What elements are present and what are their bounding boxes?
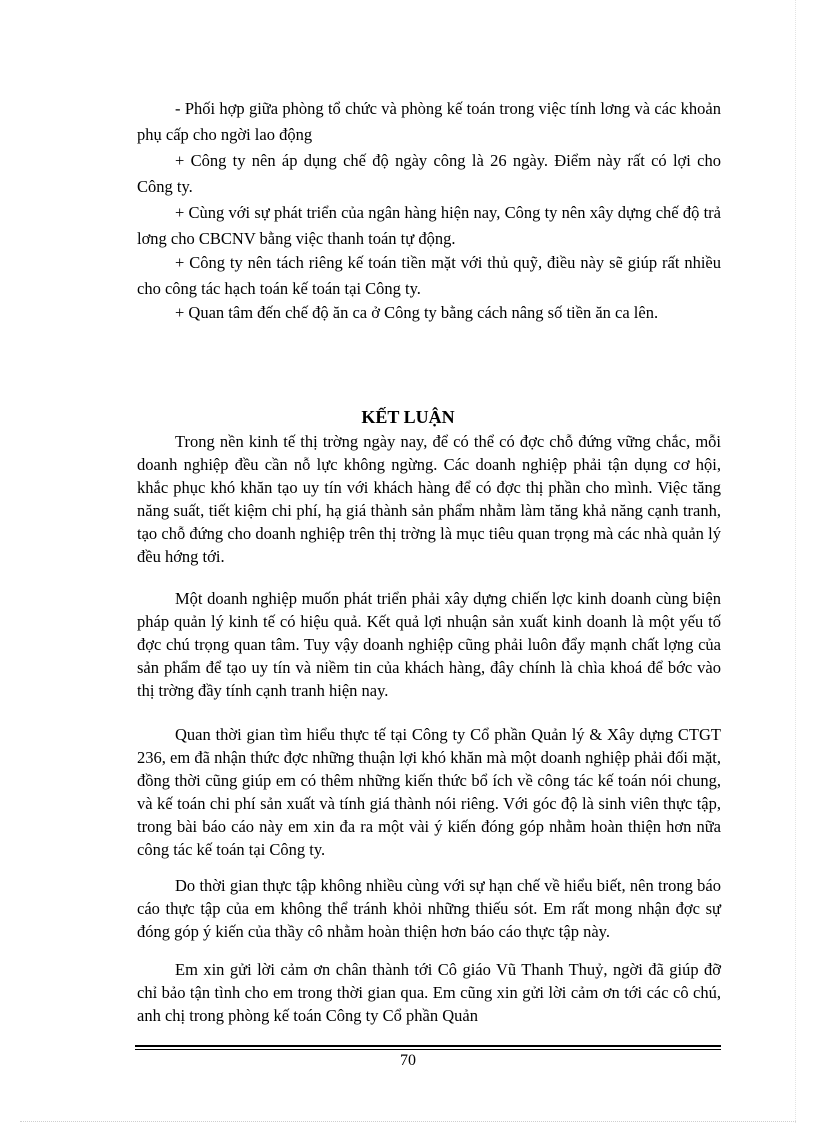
- conclusion-paragraph: Một doanh nghiệp muốn phát triển phải xây dựng chiến lợc kinh doanh cùng biện pháp quản lý kinh tế có hiệu quả. Kết quả lợi nhuận sản xuất kinh doanh là một yếu tố đợc chú trọng quan tâm. Tuy vậy doanh nghiệp cũng phải luôn đẩy mạnh chất lợng của sản phẩm để tạo uy tín và niềm tin của khách hàng, đây chính là chìa khoá để bớc vào thị trờng đầy tính cạnh tranh hiện nay.: [137, 589, 721, 700]
- page-edge-divider: [795, 0, 796, 1123]
- conclusion-paragraph: Quan thời gian tìm hiểu thực tế tại Công ty Cổ phần Quản lý & Xây dựng CTGT 236, em đã nhận thức đợc những thuận lợi khó khăn mà một doanh nghiệp phải đối mặt, đồng thời cũng giúp em có thêm những kiến thức bổ ích về công tác kế toán nói chung, và kế toán chi phí sản xuất và tính giá thành nói riêng. Với góc độ là sinh viên thực tập, trong bài báo cáo này em xin đa ra một vài ý kiến đóng góp nhằm hoàn thiện hơn nữa công tác kế toán tại Công ty.: [137, 725, 721, 859]
- conclusion-paragraph: Em xin gửi lời cảm ơn chân thành tới Cô giáo Vũ Thanh Thuỷ, ngời đã giúp đỡ chỉ bảo tận tình cho em trong thời gian qua. Em cũng xin gửi lời cảm ơn tới các cô chú, anh chị trong phòng kế toán Công ty Cổ phần Quản: [137, 960, 721, 1025]
- footer-rule: [135, 1049, 721, 1050]
- page-edge-divider: [20, 1121, 796, 1122]
- recommendation-paragraph: + Cùng với sự phát triển của ngân hàng hiện nay, Công ty nên xây dựng chế độ trả lơng cho CBCNV bằng việc thanh toán tự động.: [137, 203, 721, 248]
- recommendation-paragraph: + Công ty nên tách riêng kế toán tiền mặt với thủ quỹ, điều này sẽ giúp rất nhiều cho công tác hạch toán kế toán tại Công ty.: [137, 253, 721, 298]
- recommendation-paragraph: + Quan tâm đến chế độ ăn ca ở Công ty bằng cách nâng số tiền ăn ca lên.: [175, 303, 659, 322]
- recommendation-paragraph: + Công ty nên áp dụng chế độ ngày công là 26 ngày. Điểm này rất có lợi cho Công ty.: [137, 151, 721, 196]
- conclusion-paragraph: Do thời gian thực tập không nhiều cùng với sự hạn chế về hiểu biết, nên trong báo cáo thực tập của em không thể tránh khỏi những thiếu sót. Em rất mong nhận đợc sự đóng góp ý kiến của thầy cô nhằm hoàn thiện hơn báo cáo thực tập này.: [137, 876, 721, 941]
- recommendation-paragraph: - Phối hợp giữa phòng tổ chức và phòng kế toán trong việc tính lơng và các khoản phụ cấp cho ngời lao động: [137, 99, 721, 144]
- conclusion-paragraph: Trong nền kinh tế thị trờng ngày nay, để có thể có đợc chỗ đứng vững chắc, mỗi doanh nghiệp đều cần nỗ lực không ngừng. Các doanh nghiệp phải tận dụng cơ hội, khắc phục khó khăn tạo uy tín với khách hàng để có đợc thị phần cho mình. Việc tăng năng suất, tiết kiệm chi phí, hạ giá thành sản phẩm nhằm làm tăng khả năng cạnh tranh, tạo chỗ đứng cho doanh nghiệp trên thị trờng là mục tiêu quan trọng mà các nhà quản lý đều hớng tới.: [137, 432, 721, 566]
- page-number: 70: [400, 1052, 416, 1069]
- footer-rule: [135, 1045, 721, 1047]
- section-title: KẾT LUẬN: [361, 407, 455, 427]
